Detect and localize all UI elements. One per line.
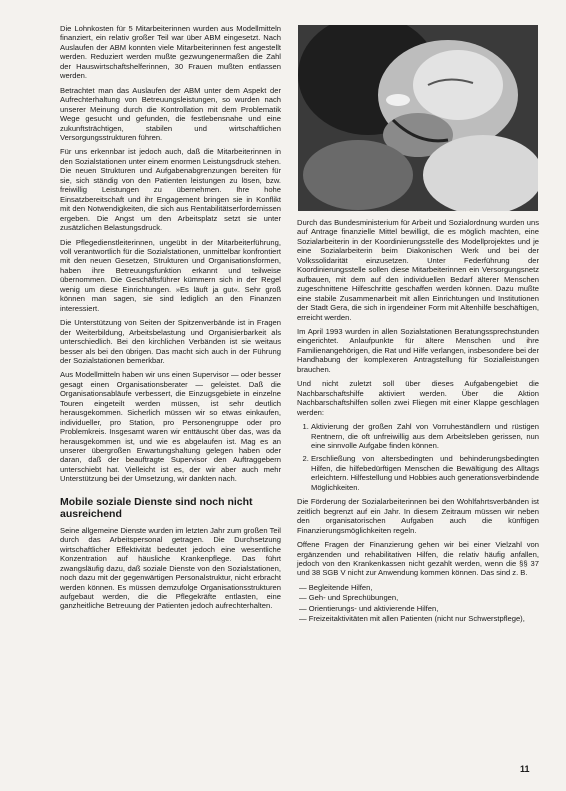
paragraph: Die Unterstützung von Seiten der Spitzenverbände ist in Fragen der Weiterbildung, Arbeitsbelastung und Organisierbarkeit als unterschiedlich. Bei den kirchlichen Verbänden ist sie weitaus besser als bei den übrigen. Das macht sich auch in der Führung der Sozialstationen bemerkbar.: [60, 318, 281, 365]
dash-list: [297, 583, 539, 624]
paragraph: Die Pflegedienstleiterinnen, ungeübt in der Mitarbeiterführung, voll verantwortlich für die Sozialstationen, unmittelbar konfrontiert mit den neuen Gesetzen, Strukturen und Organisationsformen, haben ihre Betreuungsfunktion erkannt und teilweise übernommen. Die Geschäftsführer kümmern sich in der Regel wenig um diese Einrichtungen. »Es läuft ja gut«. Sehr groß können man sagen, sie sind lediglich an den Finanzen interessiert.: [60, 237, 281, 313]
list-item: — Freizeitaktivitäten mit allen Patienten (nicht nur Schwerstpflege),: [299, 614, 539, 623]
paragraph: Die Lohnkosten für 5 Mitarbeiterinnen wurden aus Modellmitteln finanziert, ein relativ großer Teil war über ABM eingesetzt. Nach Auslaufen der ABM konnten viele Mitarbeiterinnen fest angestellt werden. Reduziert werden mußte gezwungenermaßen die Zahl der Hauswirtschaftshelferinnen, 30 Frauen mußten entlassen werden.: [60, 24, 281, 81]
paragraph: Durch das Bundesministerium für Arbeit und Sozialordnung wurden uns auf Antrage finanzielle Mittel bewilligt, die es möglich machten, eine Sozialarbeiterin in der Koordinierungsstelle des Modellprojektes und je eine Sozialarbeiterin beim Diakonischen Werk und bei der Volkssolidarität einzusetzen. Unter Federführung der Koordinierungsstelle sollen diese Mitarbeiterinnen ein Versorgungsnetz aufbauen, mit dem auf den individuellen Bedarf älterer Menschen zugeschnittene Hilfeschritte geschaffen werden können. Dazu mußte eine stabile Zusammenarbeit mit allen Einrichtungen und Institutionen der Stadt Gera, die sich in irgendeiner Form mit Altenhilfe beschäftigen, erreicht werden.: [297, 218, 539, 322]
paragraph: Offene Fragen der Finanzierung gehen wir bei einer Vielzahl von ergänzenden und rehabilitativen Hilfen, die relativ häufig anfallen, jedoch von den Krankenkassen nicht gezahlt werden, wenn die §§ 37 und 38 SGB V nicht zur Anwendung kommen können. Das sind z. B.: [297, 540, 539, 578]
section-heading: Mobile soziale Dienste sind noch nicht ausreichend: [60, 495, 253, 520]
page-number: 11: [520, 764, 530, 774]
paragraph: Im April 1993 wurden in allen Sozialstationen Beratungssprechstunden eingerichtet. Anlaufpunkte für ältere Menschen und ihre Familienangehörigen, die Rat und Hilfe verlangen, insbesondere bei der Handhabung der komplexeren Antragstellung für Sozialleistungen brauchen.: [297, 326, 539, 374]
list-item: — Begleitende Hilfen,: [299, 583, 539, 592]
list-item: — Orientierungs- und aktivierende Hilfen,: [299, 604, 539, 613]
paragraph: Die Förderung der Sozialarbeiterinnen bei den Wohlfahrtsverbänden ist zeitlich begrenzt auf ein Jahr. In diesem Zeitraum müssen wir neben den organisatorischen Aufgaben auch die künftigen Finanzierungsmöglichkeiten regeln.: [297, 497, 539, 535]
paragraph: Für uns erkennbar ist jedoch auch, daß die Mitarbeiterinnen in den Sozialstationen unter einem enormen Leistungsdruck stehen. Die neuen Strukturen und Aufgabenabgrenzungen bereiten für sie, sich ständig von den Patienten leistungen zu lösen, bzw. freiwillig Leistungen zu übernehmen. Ihre hohe Einsatzbereitschaft und ihr Engagement bringen sie in Konflikt mit den Notwendigkeiten, die sich aus Rentabilitätserfordernissen ergeben. Die Angst um den Arbeitsplatz setzt sie unter zusätzlichen Belastungsdruck.: [60, 147, 281, 233]
paragraph: Aus Modellmitteln haben wir uns einen Supervisor — oder besser gesagt einen Organisationsberater — geleistet. Daß die Organisationsabläufe verbessert, die Einzugsgebiete in einzelne Touren eingeteilt werden müssen, ist sehr deutlich herausgekommen. Sicherlich müssen wir so etwas einkaufen, individueller, pro Station, pro Personengruppe oder pro Problemkreis. Insgesamt waren wir enttäuscht über das, was da herausgekommen ist, und wie es abgelaufen ist. Mag es an unserer übergroßen Erwartungshaltung gelegen haben oder daran, daß der beauftragte Supervisor den Auftraggebern unterschiebt hat. Vielleicht ist es, der wir aber auch mehr Unterstützung bei der Umsetzung, wir dankten nach.: [60, 370, 281, 484]
list-item: 2. Erschließung von altersbedingten und behinderungsbedingten Hilfen, die hilfebedürftigen Menschen die Bewältigung des Alltags erleichtern. Hilfestellung und Hobbies auch generationsverbindende Möglichkeiten.: [311, 454, 539, 492]
numbered-list: [297, 422, 539, 492]
left-column: [60, 24, 281, 616]
paragraph: Betrachtet man das Auslaufen der ABM unter dem Aspekt der Aufrechterhaltung von Betreuungsleistungen, so wurden nach unserer Meinung durch die Kontrollation mit dem Problematik Wege gesucht und gefunden, die festlebensnahe und eine zukunftsträchtigen, stabilen und wirtschaftlichen Versorgungsstrukturen führen.: [60, 85, 281, 142]
right-column: [297, 218, 539, 625]
list-item: — Geh- und Sprechübungen,: [299, 593, 539, 602]
photo-illustration: [298, 25, 538, 211]
paragraph: Und nicht zuletzt soll über dieses Aufgabengebiet die Nachbarschaftshilfe aktiviert werden. Über die Aktion Nachbarschaftshilfen sollen zwei Fliegen mit einer Klappe geschlagen werden:: [297, 379, 539, 417]
paragraph: Seine allgemeine Dienste wurden im letzten Jahr zum großen Teil durch das Arbeitspersonal getragen. Die Durchsetzung wirtschaftlicher Effektivität bedeutet jedoch eine wesentliche Konzentration auf häusliche Krankenpflege. Das führt zwangsläufig dazu, daß soziale Dienste von den Sozialstationen, noch dazu mit der gegenwärtigen Personalstruktur, nicht erbracht werden können. Es müssen demzufolge Organisationsstrukturen aufgebaut werden, die die Pflegekräfte entlasten, eine ganzheitliche Betreuung der Patienten jedoch aufrechterhalten.: [60, 525, 281, 611]
elderly-woman-photo: [298, 25, 538, 211]
list-item: 1. Aktivierung der großen Zahl von Vorruheständlern und rüstigen Rentnern, die oft unfreiwillig aus dem Arbeitsleben gerissen, nun eine sinnvolle Aufgabe finden können.: [311, 422, 539, 450]
